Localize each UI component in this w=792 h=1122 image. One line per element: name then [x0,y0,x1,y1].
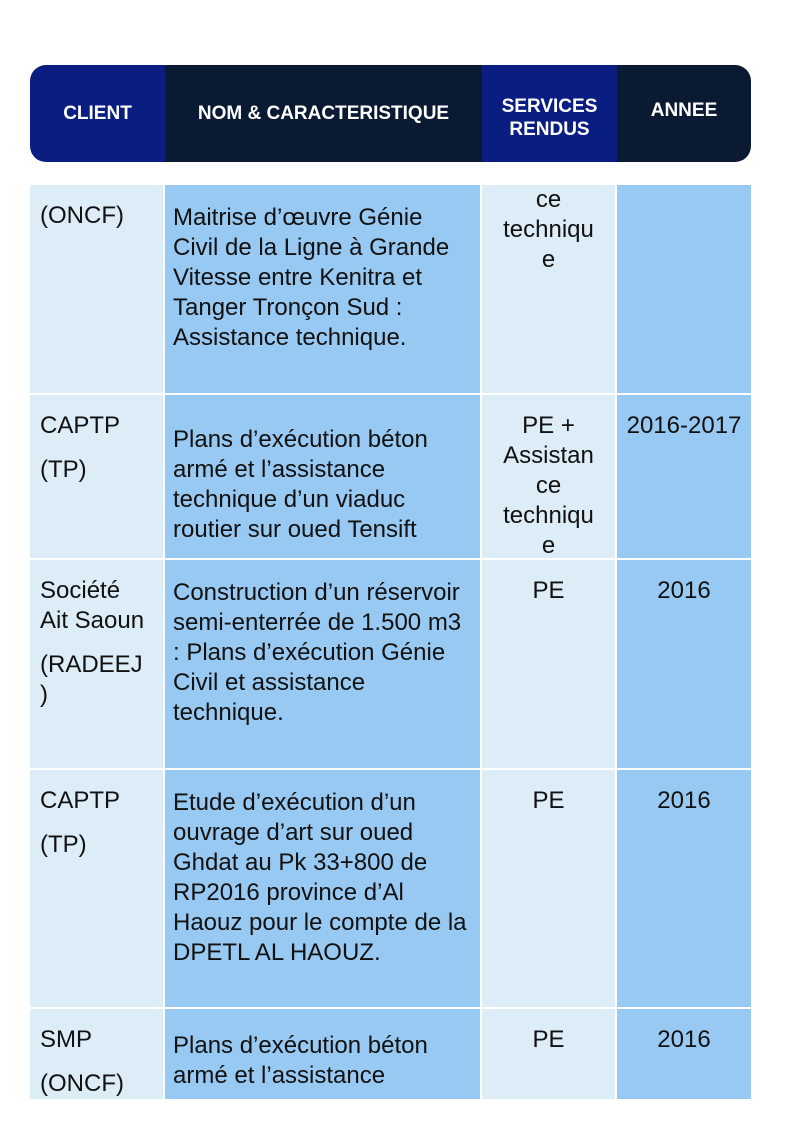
header-client: CLIENT [30,65,165,162]
table-row [30,560,751,770]
services-cell [482,395,617,558]
services-cell [482,560,617,768]
client-line: ) [40,681,48,708]
client-cell [30,560,165,768]
header-services-line-1: SERVICES [501,96,598,117]
services-line: ce [535,472,562,499]
services-line: PE [532,787,565,814]
annee-cell: 2016 [617,770,751,1007]
annee-cell: 2016 [617,560,751,768]
client-line: (RADEEJ [40,651,143,678]
client-line: (TP) [40,456,87,483]
client-line: (ONCF) [40,1070,124,1097]
nom-cell: Etude d’exécution d’un ouvrage d’art sur oued Ghdat au Pk 33+800 de RP2016 province d’Al Haouz pour le compte de la DPETL AL HAOUZ. [165,770,482,1007]
client-cell [30,185,165,393]
client-line: SMP [40,1026,93,1053]
services-line: ce [535,186,562,213]
services-line: PE [532,1026,565,1053]
client-cell [30,1009,165,1099]
header-annee: ANNEE [617,65,751,162]
services-line: PE [532,577,565,604]
table-row [30,770,751,1009]
header-services-line-2: RENDUS [509,119,590,140]
client-line: Ait Saoun [40,607,145,634]
services-line: Assistan [503,442,594,469]
services-cell [482,770,617,1007]
services-line: e [541,246,556,273]
client-line: (TP) [40,831,87,858]
services-cell [482,1009,617,1099]
client-cell [30,395,165,558]
services-cell [482,185,617,393]
client-cell [30,770,165,1007]
annee-cell: 2016 [617,1009,751,1099]
services-line: PE + [522,412,575,439]
table-row [30,395,751,560]
table-body [30,185,751,1099]
header-services-rendus [482,65,617,162]
header-nom-caracteristique: NOM & CARACTERISTIQUE [165,65,482,162]
nom-cell: Plans d’exécution béton armé et l’assistance [165,1009,482,1099]
annee-cell [617,185,751,393]
annee-cell: 2016-2017 [617,395,751,558]
client-line: (ONCF) [40,202,124,229]
client-line: CAPTP [40,787,121,814]
client-line: Société [40,577,121,604]
client-line: CAPTP [40,412,121,439]
table-header [30,65,751,162]
services-line: techniqu [503,216,594,243]
nom-cell: Plans d’exécution béton armé et l’assistance technique d’un viaduc routier sur oued Tensift [165,395,482,558]
table-row [30,1009,751,1099]
table-row [30,185,751,395]
nom-cell: Construction d’un réservoir semi-enterrée de 1.500 m3 : Plans d’exécution Génie Civil et assistance technique. [165,560,482,768]
services-line: e [541,532,556,559]
nom-cell: Maitrise d’œuvre Génie Civil de la Ligne à Grande Vitesse entre Kenitra et Tanger Tronçon Sud : Assistance technique. [165,185,482,393]
services-line: techniqu [503,502,594,529]
